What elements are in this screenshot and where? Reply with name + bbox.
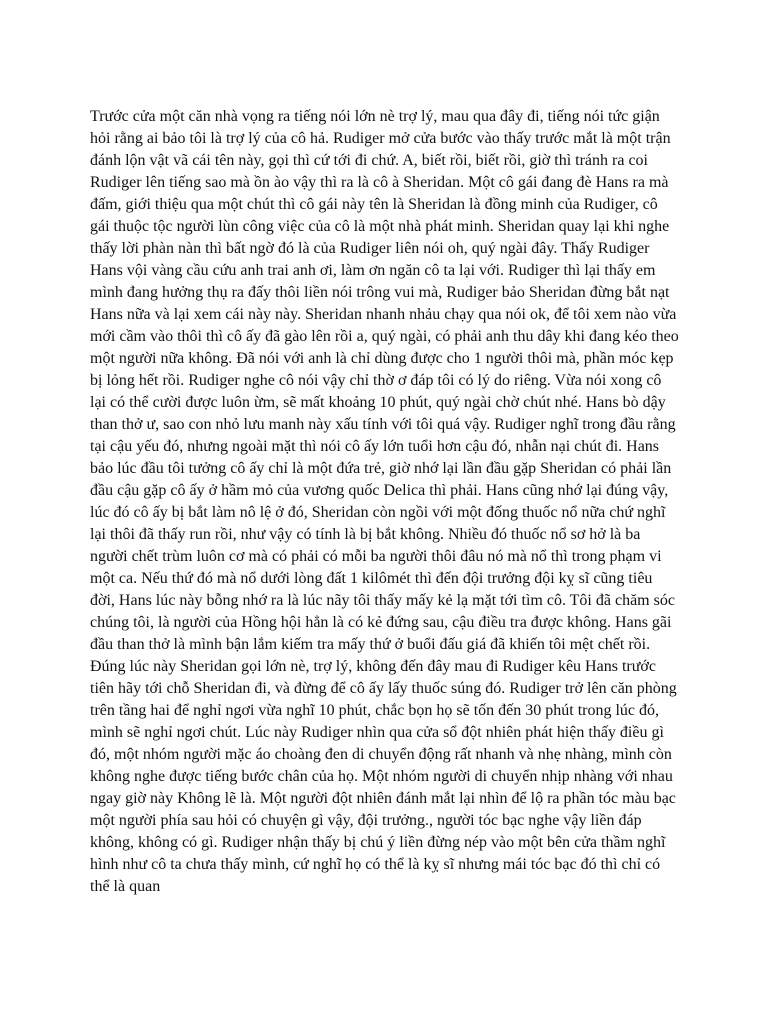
body-paragraph: Trước cửa một căn nhà vọng ra tiếng nói lớn nè trợ lý, mau qua đây đi, tiếng nói tức giận hỏi rằng ai bảo tôi là trợ lý của cô hả. Rudiger mở cửa bước vào thấy trước mắt là một trận đánh lộn vật vã cái tên này, gọi thì cứ tới đi chứ. A, biết rồi, biết rồi, giờ thì tránh ra coi Rudiger lên tiếng sao mà ồn ào vậy thì ra là cô à Sheridan. Một cô gái đang đè Hans ra mà đấm, giới thiệu qua một chút thì cô gái này tên là Sheridan là đồng minh của Rudiger, cô gái thuộc tộc người lùn công việc của cô là một nhà phát minh. Sheridan quay lại khi nghe thấy lời phàn nàn thì bất ngờ đó là của Rudiger liên nói oh, quý ngài đây. Thấy Rudiger Hans vội vàng cầu cứu anh trai anh ơi, làm ơn ngăn cô ta lại với. Rudiger thì lại thấy em mình đang hưởng thụ ra đấy thôi liền nói trông vui mà, Rudiger bảo Sheridan đừng bắt nạt Hans nữa và lại xem cái này này. Sheridan nhanh nhảu chạy qua nói ok, để tôi xem nào vừa mới cầm vào thôi thì cô ấy đã gào lên rồi a, quý ngài, có phải anh thu dây khi đang kéo theo một người nữa không. Đã nói với anh là chỉ dùng được cho 1 người thôi mà, phần móc kẹp bị lỏng hết rồi. Rudiger nghe cô nói vậy chỉ thờ ơ đáp tôi có lý do riêng. Vừa nói xong cô lại có thể cười được luôn ừm, sẽ mất khoảng 10 phút, quý ngài chờ chút nhé. Hans bò dậy than thở ư, sao con nhỏ lưu manh này xấu tính với tôi quá vậy. Rudiger nghĩ trong đầu rằng tại cậu yếu đó, nhưng ngoài mặt thì nói cô ấy lớn tuổi hơn cậu đó, nhẫn nại chút đi. Hans bảo lúc đầu tôi tưởng cô ấy chỉ là một đứa trẻ, giờ nhớ lại lần đầu gặp Sheridan có phải lần đầu cậu gặp cô ấy ở hầm mỏ của vương quốc Delica thì phải. Hans cũng nhớ lại đúng vậy, lúc đó cô ấy bị bắt làm nô lệ ở đó, Sheridan còn ngồi với một đống thuốc nổ nữa chứ nghĩ lại thôi đã thấy run rồi, như vậy có tính là bị bắt không. Nhiều đó thuốc nổ sơ hở là ba người chết trùm luôn cơ mà có phải có mỗi ba người thôi đâu nó mà nổ thì trong phạm vi một ca. Nếu thứ đó mà nổ dưới lòng đất 1 kilômét thì đến đội trưởng đội kỵ sĩ cũng tiêu đời, Hans lúc này bỗng nhớ ra là lúc nãy tôi thấy mấy kẻ lạ mặt tới tìm cô. Tôi đã chăm sóc chúng tôi, là người của Hồng hội hẳn là có kẻ đứng sau, cậu điều tra được không. Hans gãi đầu than thở là mình bận lắm kiếm tra mấy thứ ở buổi đấu giá đã khiến tôi mệt chết rồi. Đúng lúc này Sheridan gọi lớn nè, trợ lý, không đến đây mau đi Rudiger kêu Hans trước tiên hãy tới chỗ Sheridan đi, và đừng để cô ấy lấy thuốc súng đó. Rudiger trở lên căn phòng trên tầng hai để nghỉ ngơi vừa nghĩ 10 phút, chắc bọn họ sẽ tốn đến 30 phút trong lúc đó, mình sẽ nghỉ ngơi chút. Lúc này Rudiger nhìn qua cửa sổ đột nhiên phát hiện thấy điều gì đó, một nhóm người mặc áo choàng đen di chuyển động rất nhanh và nhẹ nhàng, mình còn không nghe được tiếng bước chân của họ. Một nhóm người di chuyển nhịp nhàng với nhau ngay giờ này Không lẽ là. Một người đột nhiên đánh mắt lại nhìn để lộ ra phần tóc màu bạc một người phía sau hỏi có chuyện gì vậy, đội trưởng., người tóc bạc nghe vậy liền đáp không, không có gì. Rudiger nhận thấy bị chú ý liền đừng nép vào một bên cửa thầm nghĩ hình như cô ta chưa thấy mình, cứ nghĩ họ có thể là kỵ sĩ nhưng mái tóc bạc đó thì chỉ có thể là quan (90, 108, 679, 895)
